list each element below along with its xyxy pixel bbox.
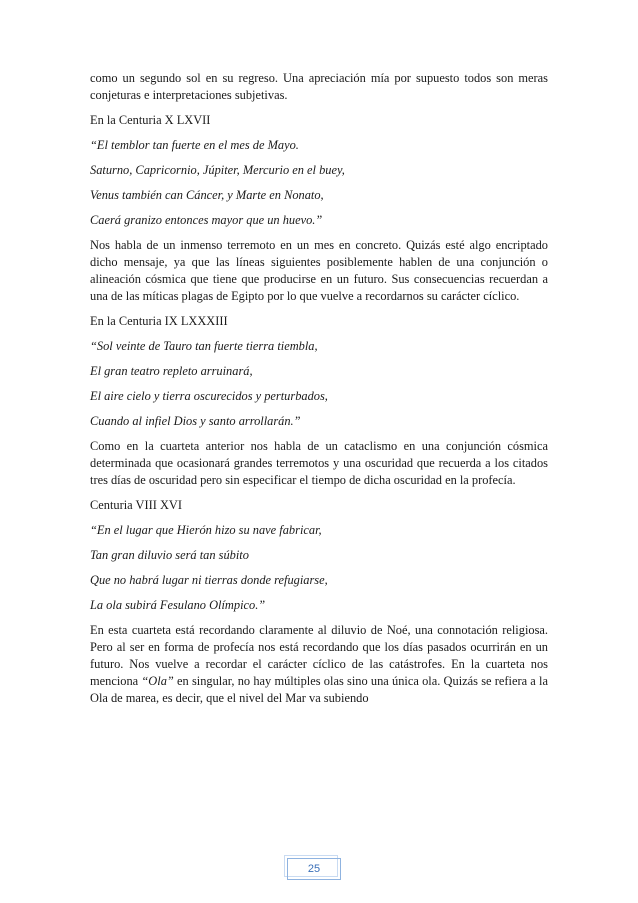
verse-line: Tan gran diluvio será tan súbito	[90, 548, 249, 562]
verse-line: Saturno, Capricornio, Júpiter, Mercurio en el buey,	[90, 163, 345, 177]
verse-line: Caerá granizo entonces mayor que un huevo.”	[90, 213, 323, 227]
verse-line: Cuando al infiel Dios y santo arrollarán.”	[90, 414, 301, 428]
verse-line: El aire cielo y tierra oscurecidos y perturbados,	[90, 389, 328, 403]
page-number-box	[287, 858, 341, 880]
verse-line: “Sol veinte de Tauro tan fuerte tierra tiembla,	[90, 339, 318, 353]
commentary-paragraph-1: Nos habla de un inmenso terremoto en un mes en concreto. Quizás esté algo encriptado dicho mensaje, ya que las líneas siguientes posiblemente hablen de una conjunción o alineación cósmica que tiene que producirse en un futuro. Sus consecuencias recuerdan a una de las míticas plagas de Egipto por lo que vuelve a recordarnos su carácter cíclico.	[90, 238, 548, 303]
verse-line: Venus también can Cáncer, y Marte en Nonato,	[90, 188, 324, 202]
verse-line: La ola subirá Fesulano Olímpico.”	[90, 598, 266, 612]
commentary-text-before: En esta cuarteta está recordando claramente al diluvio de Noé, una connotación religiosa. Pero al ser en forma de profecía nos está recordando que los días pasados ocurrirán en un futuro. Nos vuelve a recordar el carácter cíclico de las catástrofes. En la cuarteta nos menciona	[90, 623, 548, 688]
verse-line: “El temblor tan fuerte en el mes de Mayo.	[90, 138, 299, 152]
page-number: 25	[307, 863, 321, 875]
commentary-paragraph-2: Como en la cuarteta anterior nos habla de un cataclismo en una conjunción cósmica determinada que ocasionará grandes terremotos y una oscuridad que recuerda a los citados tres días de oscuridad pero sin especificar el tiempo de dicha oscuridad en la profecía.	[90, 439, 548, 487]
commentary-paragraph-3	[90, 622, 548, 707]
centuria-heading-2: En la Centuria IX LXXXIII	[90, 314, 228, 328]
centuria-heading-3: Centuria VIII XVI	[90, 498, 182, 512]
verse-line: “En el lugar que Hierón hizo su nave fabricar,	[90, 523, 322, 537]
centuria-heading-1: En la Centuria X LXVII	[90, 113, 211, 127]
page-body	[90, 70, 548, 715]
commentary-text-after: en singular, no hay múltiples olas sino una única ola. Quizás se refiera a la Ola de marea, es decir, que el nivel del Mar va subiendo	[90, 674, 548, 705]
verse-line: El gran teatro repleto arruinará,	[90, 364, 253, 378]
paragraph-intro: como un segundo sol en su regreso. Una apreciación mía por supuesto todos son meras conjeturas e interpretaciones subjetivas.	[90, 71, 548, 102]
verse-line: Que no habrá lugar ni tierras donde refugiarse,	[90, 573, 328, 587]
emphasized-word: “Ola”	[141, 674, 174, 688]
